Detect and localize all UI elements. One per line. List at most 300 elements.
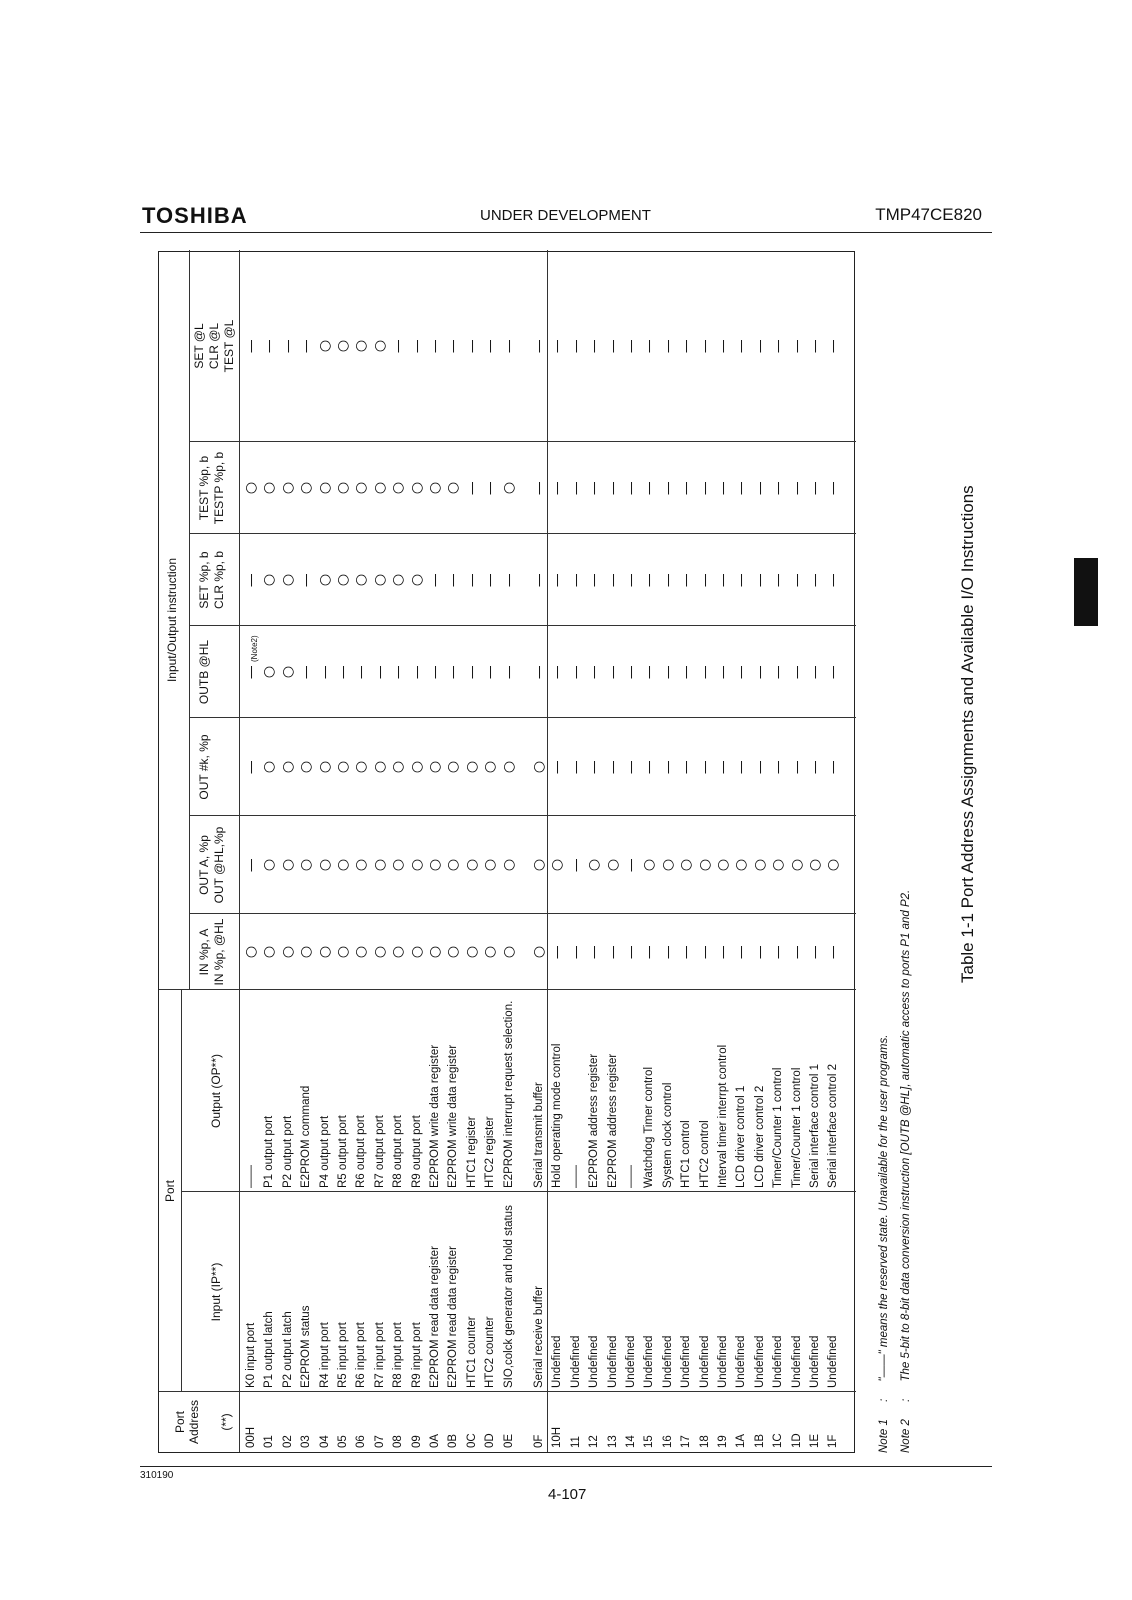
unavailable-mark: | [647, 944, 652, 959]
unavailable-mark: | [592, 759, 597, 774]
instr-header-line1: SET @L [192, 323, 206, 369]
available-mark: ○ [427, 945, 443, 959]
unavailable-mark: | [831, 664, 836, 679]
instr-header-line1: SET %p, b [197, 551, 211, 609]
row-input: Undefined [717, 1335, 729, 1388]
unavailable-mark: | [795, 944, 800, 959]
unavailable-mark: | [378, 664, 383, 679]
unavailable-mark: | [611, 572, 616, 587]
unavailable-mark: | [776, 759, 781, 774]
row-output: R6 output port [355, 1115, 368, 1188]
unavailable-mark: | [470, 664, 475, 679]
available-mark: ○ [335, 760, 351, 774]
unavailable-mark: | [396, 338, 401, 353]
available-mark: ○ [353, 481, 370, 495]
unavailable-mark: | [721, 759, 726, 774]
available-mark: ○ [261, 665, 278, 679]
unavailable-mark: | [451, 338, 456, 353]
available-mark: ○ [335, 573, 351, 587]
unavailable-mark: | [795, 664, 800, 679]
unavailable-mark: | [739, 944, 744, 959]
available-mark: ○ [316, 339, 333, 353]
instr-header-line1: IN %p, A [197, 928, 211, 976]
unavailable-mark: | [574, 759, 579, 774]
unavailable-mark: | [537, 572, 542, 587]
available-mark: ○ [463, 945, 480, 959]
row-input: Undefined [551, 1335, 564, 1388]
unavailable-mark: | [488, 572, 493, 587]
unavailable-mark: | [721, 338, 726, 353]
row-address: 0B [447, 1433, 460, 1448]
row-address: 08 [392, 1435, 405, 1448]
row-input: R7 input port [373, 1322, 386, 1388]
available-mark: ○ [604, 858, 621, 872]
row-output: P4 output port [318, 1115, 331, 1188]
instr-header-line2: CLR %p, b [212, 550, 226, 610]
unavailable-mark: | [537, 480, 542, 495]
column-divider [181, 1191, 856, 1192]
unavailable-mark: | [721, 480, 726, 495]
unavailable-mark: | [433, 572, 438, 587]
unavailable-mark: | [647, 572, 652, 587]
available-mark: ○ [751, 858, 768, 872]
available-mark: ○ [641, 858, 658, 872]
unavailable-mark: | [249, 664, 254, 679]
available-mark: ○ [531, 760, 547, 774]
unavailable-mark: | [739, 572, 744, 587]
available-mark: ○ [390, 945, 407, 959]
available-mark: ○ [445, 481, 462, 495]
row-address: 19 [717, 1435, 729, 1448]
table-caption: Table 1-1 Port Address Assignments and Available I/O Instructions [958, 485, 977, 983]
row-output: System clock control [661, 1082, 674, 1188]
row-input: E2PROM status [300, 1305, 313, 1388]
unavailable-mark: | [684, 664, 689, 679]
instr-header-line1: OUT #k, %p [197, 734, 211, 800]
row-address: 0D [484, 1433, 497, 1448]
row-output: Timer/Counter 1 control [772, 1067, 785, 1188]
unavailable-mark: | [592, 944, 597, 959]
unavailable-mark: | [831, 944, 836, 959]
row-address: 1D [790, 1433, 803, 1448]
input-header: Input (IP**) [209, 1262, 223, 1322]
unavailable-mark: | [795, 338, 800, 353]
unavailable-mark: | [758, 664, 763, 679]
unavailable-mark: | [776, 664, 781, 679]
row-output: Interval timer interrpt control [717, 1044, 729, 1188]
available-mark: ○ [696, 858, 713, 872]
row-input: K0 input port [245, 1322, 257, 1388]
row-input: Undefined [753, 1335, 766, 1388]
row-address: 15 [643, 1435, 656, 1448]
unavailable-mark: | [813, 572, 818, 587]
unavailable-mark: | [592, 480, 597, 495]
unavailable-mark: | [684, 338, 689, 353]
instr-header-line1: OUTB @HL [197, 639, 211, 705]
unavailable-mark: | [776, 572, 781, 587]
unavailable-mark: | [451, 664, 456, 679]
address-header: Port Address [173, 1399, 201, 1445]
available-mark: ○ [279, 760, 296, 774]
unavailable-mark: | [776, 338, 781, 353]
row-address: 04 [318, 1435, 331, 1448]
unavailable-mark: | [721, 572, 726, 587]
row-output: R5 output port [337, 1115, 349, 1188]
unavailable-mark: | [249, 338, 254, 353]
unavailable-mark: | [488, 480, 493, 495]
address-subheader: (**) [219, 1413, 233, 1431]
row-input: R5 input port [337, 1322, 349, 1388]
section-tab-marker [1074, 558, 1098, 626]
unavailable-mark: | [451, 572, 456, 587]
unavailable-mark: | [507, 572, 512, 587]
available-mark: ○ [261, 945, 278, 959]
note-2-text: The 5-bit to 8-bit data conversion instruction [OUTB @HL], automatic access to ports P1 and P2. [900, 889, 912, 1382]
unavailable-mark: | [703, 572, 708, 587]
unavailable-mark: | [795, 480, 800, 495]
available-mark: ○ [586, 858, 603, 872]
unavailable-mark: | [739, 480, 744, 495]
output-header: Output (OP**) [209, 1053, 223, 1129]
available-mark: ○ [353, 760, 370, 774]
row-input: Serial receive buffer [533, 1285, 545, 1388]
row-address: 10H [551, 1426, 564, 1448]
page-number: 4-107 [548, 1486, 587, 1503]
unavailable-mark: | [721, 664, 726, 679]
available-mark: ○ [390, 481, 407, 495]
unavailable-mark: | [555, 944, 560, 959]
row-input: E2PROM read data register [429, 1246, 441, 1388]
available-mark: ○ [500, 858, 517, 872]
note-2 [900, 890, 912, 1453]
unavailable-mark: | [813, 480, 818, 495]
row-input: SIO,colck generator and hold status [502, 1205, 515, 1388]
unavailable-mark: | [611, 480, 616, 495]
available-mark: ○ [298, 858, 315, 872]
available-mark: ○ [353, 945, 370, 959]
unavailable-mark: | [647, 664, 652, 679]
row-address: 0A [429, 1433, 441, 1448]
unavailable-mark: | [574, 338, 579, 353]
unavailable-mark: | [507, 664, 512, 679]
available-mark: ○ [243, 481, 259, 495]
unavailable-mark: | [758, 480, 763, 495]
unavailable-mark: | [666, 759, 671, 774]
row-output: —— [569, 1165, 582, 1188]
header-rule [140, 232, 992, 233]
document-status: UNDER DEVELOPMENT [480, 207, 651, 224]
row-input: Undefined [680, 1335, 693, 1388]
available-mark: ○ [408, 760, 425, 774]
instr-header-line1: TEST %p, b [197, 455, 211, 521]
row-output: Serial interface control 1 [809, 1063, 821, 1188]
row-output: Serial interface control 2 [827, 1063, 840, 1188]
unavailable-mark: | [647, 480, 652, 495]
row-output: E2PROM address register [588, 1053, 601, 1188]
row-address: 18 [698, 1435, 711, 1448]
available-mark: ○ [531, 945, 547, 959]
unavailable-mark: | [507, 338, 512, 353]
unavailable-mark: | [795, 759, 800, 774]
unavailable-mark: | [286, 338, 291, 353]
row-output: LCD driver control 2 [753, 1085, 766, 1188]
available-mark: ○ [427, 858, 443, 872]
unavailable-mark: | [831, 759, 836, 774]
row-input: Undefined [772, 1335, 785, 1388]
instr-header-line2: OUT @HL,%p [212, 826, 226, 904]
available-mark: ○ [659, 858, 676, 872]
row-output: LCD driver control 1 [735, 1085, 748, 1188]
unavailable-mark: | [647, 338, 652, 353]
note-2-label: Note 2 [900, 1419, 912, 1453]
row-output: E2PROM address register [606, 1053, 619, 1188]
available-mark: ○ [279, 573, 296, 587]
row-output: E2PROM write data register [447, 1044, 460, 1188]
available-mark: ○ [482, 945, 499, 959]
available-mark: ○ [335, 481, 351, 495]
unavailable-mark: | [537, 664, 542, 679]
unavailable-mark: | [574, 664, 579, 679]
unavailable-mark: | [666, 944, 671, 959]
row-input: P1 output latch [263, 1311, 276, 1388]
available-mark: ○ [482, 760, 499, 774]
unavailable-mark: | [488, 338, 493, 353]
row-address: 01 [263, 1435, 276, 1448]
unavailable-mark: | [249, 857, 254, 872]
instr-header-line2: TESTP %p, b [212, 451, 226, 525]
unavailable-mark: | [592, 338, 597, 353]
row-output: E2PROM command [300, 1085, 313, 1188]
unavailable-mark: | [813, 664, 818, 679]
row-address: 02 [281, 1435, 294, 1448]
unavailable-mark: | [433, 664, 438, 679]
row-input: Undefined [698, 1335, 711, 1388]
row-address: 1B [753, 1433, 766, 1448]
available-mark: ○ [445, 858, 462, 872]
available-mark: ○ [261, 858, 278, 872]
row-output: R9 output port [410, 1115, 423, 1188]
io-group-title: Input/Output instruction [165, 557, 179, 683]
row-input: Undefined [606, 1335, 619, 1388]
footer-rule [140, 1466, 992, 1467]
unavailable-mark: | [629, 480, 634, 495]
available-mark: ○ [279, 945, 296, 959]
available-mark: ○ [316, 481, 333, 495]
row-output: —— [625, 1165, 637, 1188]
unavailable-mark: | [739, 759, 744, 774]
row-address: 09 [410, 1435, 423, 1448]
available-mark: ○ [261, 481, 278, 495]
header-divider [239, 250, 240, 1452]
row-address: 1E [809, 1433, 821, 1448]
available-mark: ○ [279, 665, 296, 679]
unavailable-mark: | [415, 664, 420, 679]
instr-header-line3: TEST @L [222, 319, 236, 373]
available-mark: ○ [408, 573, 425, 587]
row-address: 03 [300, 1435, 313, 1448]
unavailable-mark: | [776, 944, 781, 959]
unavailable-mark: | [304, 664, 309, 679]
part-number: TMP47CE820 [875, 205, 982, 224]
unavailable-mark: | [758, 338, 763, 353]
available-mark: ○ [531, 858, 547, 872]
unavailable-mark: | [611, 664, 616, 679]
unavailable-mark: | [629, 572, 634, 587]
unavailable-mark: | [611, 944, 616, 959]
row-input: HTC1 counter [465, 1316, 478, 1388]
row-address: 12 [588, 1435, 601, 1448]
unavailable-mark: | [470, 480, 475, 495]
unavailable-mark: | [415, 338, 420, 353]
row-output: Hold operating mode control [551, 1043, 564, 1188]
available-mark: ○ [298, 760, 315, 774]
unavailable-mark: | [574, 857, 579, 872]
doc-code: 310190 [140, 1470, 174, 1481]
available-mark: ○ [390, 573, 407, 587]
available-mark: ○ [316, 945, 333, 959]
unavailable-mark: | [629, 759, 634, 774]
available-mark: ○ [371, 481, 388, 495]
unavailable-mark: | [433, 338, 438, 353]
unavailable-mark: | [629, 944, 634, 959]
unavailable-mark: | [574, 480, 579, 495]
row-address: 06 [355, 1435, 368, 1448]
available-mark: ○ [371, 858, 388, 872]
unavailable-mark: | [304, 338, 309, 353]
available-mark: ○ [261, 573, 278, 587]
unavailable-mark: | [703, 338, 708, 353]
row-output: HTC1 control [680, 1120, 693, 1188]
note-2-sep: : [900, 1398, 912, 1402]
available-mark: ○ [408, 858, 425, 872]
unavailable-mark: | [739, 338, 744, 353]
unavailable-mark: | [359, 664, 364, 679]
available-mark: ○ [261, 760, 278, 774]
unavailable-mark: | [555, 338, 560, 353]
row-input: Undefined [643, 1335, 656, 1388]
note-1-label: Note 1 [878, 1419, 890, 1453]
note-1 [878, 1035, 890, 1453]
row-input: R6 input port [355, 1322, 368, 1388]
available-mark: ○ [408, 481, 425, 495]
row-output: HTC2 control [698, 1120, 711, 1188]
note2-marker: (Note2) [250, 635, 259, 662]
unavailable-mark: | [611, 338, 616, 353]
unavailable-mark: | [341, 664, 346, 679]
available-mark: ○ [445, 760, 462, 774]
row-address: 05 [337, 1435, 349, 1448]
available-mark: ○ [353, 573, 370, 587]
row-address: 0F [533, 1434, 545, 1448]
column-divider [159, 1391, 856, 1392]
available-mark: ○ [371, 760, 388, 774]
available-mark: ○ [353, 339, 370, 353]
group-divider [547, 250, 548, 1452]
row-address: 0C [465, 1433, 478, 1448]
unavailable-mark: | [703, 664, 708, 679]
unavailable-mark: | [629, 857, 634, 872]
unavailable-mark: | [592, 572, 597, 587]
available-mark: ○ [408, 945, 425, 959]
unavailable-mark: | [647, 759, 652, 774]
available-mark: ○ [316, 573, 333, 587]
unavailable-mark: | [795, 572, 800, 587]
row-input: R9 input port [410, 1322, 423, 1388]
unavailable-mark: | [684, 480, 689, 495]
available-mark: ○ [807, 858, 823, 872]
unavailable-mark: | [555, 572, 560, 587]
port-address-table [158, 251, 855, 1453]
row-address: 11 [569, 1436, 582, 1448]
unavailable-mark: | [304, 572, 309, 587]
row-input: R8 input port [392, 1322, 405, 1388]
unavailable-mark: | [267, 338, 272, 353]
available-mark: ○ [335, 945, 351, 959]
unavailable-mark: | [555, 480, 560, 495]
unavailable-mark: | [684, 944, 689, 959]
port-group-title: Port [163, 1180, 177, 1203]
unavailable-mark: | [703, 944, 708, 959]
unavailable-mark: | [611, 759, 616, 774]
available-mark: ○ [390, 760, 407, 774]
row-input: Undefined [588, 1335, 601, 1388]
available-mark: ○ [463, 760, 480, 774]
row-input: Undefined [569, 1335, 582, 1388]
unavailable-mark: | [703, 759, 708, 774]
row-output: R8 output port [392, 1115, 405, 1188]
available-mark: ○ [427, 760, 443, 774]
available-mark: ○ [279, 858, 296, 872]
unavailable-mark: | [666, 664, 671, 679]
available-mark: ○ [500, 760, 517, 774]
available-mark: ○ [445, 945, 462, 959]
row-address: 1C [772, 1433, 785, 1448]
row-address: 14 [625, 1435, 637, 1448]
unavailable-mark: | [831, 338, 836, 353]
row-output: Watchdog Timer control [643, 1066, 656, 1188]
unavailable-mark: | [574, 944, 579, 959]
available-mark: ○ [371, 945, 388, 959]
company-logo: TOSHIBA [142, 203, 248, 228]
row-input: Undefined [809, 1335, 821, 1388]
row-input: HTC2 counter [484, 1316, 497, 1388]
unavailable-mark: | [666, 572, 671, 587]
row-output: E2PROM interrupt request selection. [502, 1000, 515, 1188]
row-input: R4 input port [318, 1322, 331, 1388]
unavailable-mark: | [555, 759, 560, 774]
row-address: 0E [502, 1433, 515, 1448]
available-mark: ○ [335, 858, 351, 872]
available-mark: ○ [335, 339, 351, 353]
available-mark: ○ [733, 858, 750, 872]
unavailable-mark: | [470, 572, 475, 587]
unavailable-mark: | [629, 338, 634, 353]
available-mark: ○ [678, 858, 695, 872]
row-output: Timer/Counter 1 control [790, 1067, 803, 1188]
row-output: P1 output port [263, 1115, 276, 1188]
note-1-sep: : [878, 1398, 890, 1402]
unavailable-mark: | [813, 338, 818, 353]
instr-header-line1: OUT A, %p [197, 835, 211, 895]
available-mark: ○ [500, 945, 517, 959]
row-input: Undefined [661, 1335, 674, 1388]
header-divider [189, 250, 190, 990]
unavailable-mark: | [813, 759, 818, 774]
unavailable-mark: | [666, 338, 671, 353]
unavailable-mark: | [592, 664, 597, 679]
available-mark: ○ [825, 858, 842, 872]
available-mark: ○ [298, 945, 315, 959]
